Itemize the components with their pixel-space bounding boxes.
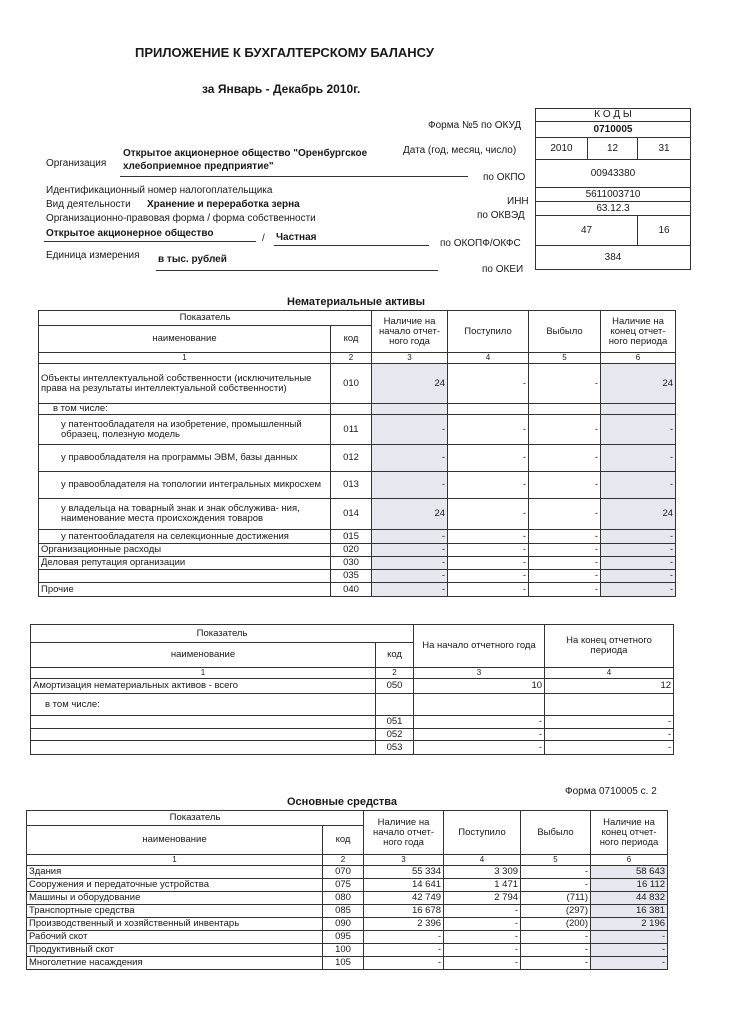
- end-value: -: [601, 557, 676, 570]
- table-row: [27, 879, 668, 892]
- end-value: 44 832: [591, 892, 668, 905]
- in-value: -: [448, 445, 529, 472]
- table-row: [39, 404, 676, 415]
- out-value: -: [521, 931, 591, 944]
- report-period: за Январь - Декабрь 2010г.: [202, 82, 361, 96]
- col-num: 6: [601, 353, 676, 364]
- inn-value: 5611003710: [536, 188, 691, 202]
- out-value: -: [529, 544, 601, 557]
- in-value: -: [448, 544, 529, 557]
- row-code: 100: [323, 944, 364, 957]
- start-value: -: [372, 530, 448, 544]
- h-start: Наличие на начало отчет-ного года: [372, 311, 448, 353]
- col-num: 2: [331, 353, 372, 364]
- row-code: 014: [331, 499, 372, 530]
- in-value: 3 309: [444, 866, 521, 879]
- out-value: -: [529, 445, 601, 472]
- row-name: в том числе:: [31, 694, 376, 716]
- h-start: На начало отчетного года: [414, 625, 545, 668]
- in-value: 2 794: [444, 892, 521, 905]
- date-month: 12: [588, 138, 638, 160]
- row-code: 090: [323, 918, 364, 931]
- table-row: [39, 364, 676, 404]
- in-value: -: [448, 364, 529, 404]
- start-value: -: [414, 729, 545, 741]
- in-value: -: [448, 499, 529, 530]
- col-num: 2: [323, 855, 364, 866]
- table-row: [39, 415, 676, 445]
- end-value: -: [601, 544, 676, 557]
- table-row: [27, 866, 668, 879]
- start-value: 42 749: [364, 892, 444, 905]
- end-value: -: [545, 716, 674, 729]
- end-value: -: [545, 741, 674, 755]
- okved-value: 63.12.3: [536, 202, 691, 216]
- in-value: -: [448, 570, 529, 583]
- out-value: (711): [521, 892, 591, 905]
- row-name: Транспортные средства: [27, 905, 323, 918]
- codes-table: [535, 108, 691, 270]
- col-num: 4: [448, 353, 529, 364]
- okei-value: 384: [536, 246, 691, 270]
- okopf-value: 47: [536, 216, 638, 246]
- in-value: -: [444, 905, 521, 918]
- table-row: [39, 530, 676, 544]
- row-code: 105: [323, 957, 364, 970]
- table-row: [39, 445, 676, 472]
- row-name: Объекты интеллектуальной собственности (исключительные права на результаты интеллектуальной собственности): [39, 364, 331, 404]
- start-value: 24: [372, 364, 448, 404]
- end-value: -: [601, 445, 676, 472]
- start-value: -: [364, 957, 444, 970]
- org-underline: [120, 176, 468, 177]
- out-value: -: [529, 415, 601, 445]
- start-value: -: [372, 415, 448, 445]
- h-in: Поступило: [448, 311, 529, 353]
- row-name: у правообладателя на программы ЭВМ, базы данных: [39, 445, 331, 472]
- row-name: [31, 741, 376, 755]
- row-code: 020: [331, 544, 372, 557]
- out-value: -: [529, 583, 601, 597]
- table-row: [39, 544, 676, 557]
- legal-form-label: Организационно-правовая форма / форма собственности: [46, 213, 316, 224]
- out-value: (200): [521, 918, 591, 931]
- col-num: 1: [31, 668, 376, 679]
- row-name: Машины и оборудование: [27, 892, 323, 905]
- start-value: -: [414, 716, 545, 729]
- start-value: 16 678: [364, 905, 444, 918]
- start-value: 14 641: [364, 879, 444, 892]
- start-value: -: [372, 557, 448, 570]
- col-num: 2: [376, 668, 414, 679]
- start-value: -: [372, 472, 448, 499]
- h-code: код: [376, 643, 414, 668]
- row-code: 015: [331, 530, 372, 544]
- end-value: 16 381: [591, 905, 668, 918]
- row-code: 035: [331, 570, 372, 583]
- start-value: -: [372, 445, 448, 472]
- start-value: 55 334: [364, 866, 444, 879]
- in-value: [448, 404, 529, 415]
- row-code: 011: [331, 415, 372, 445]
- out-value: -: [529, 557, 601, 570]
- end-value: -: [601, 415, 676, 445]
- table-row: [39, 499, 676, 530]
- row-code: 050: [376, 679, 414, 694]
- h-out: Выбыло: [521, 811, 591, 855]
- start-value: -: [372, 570, 448, 583]
- ownership-value: Частная: [276, 232, 317, 243]
- col-num: 5: [529, 353, 601, 364]
- out-value: -: [529, 364, 601, 404]
- h-code: код: [331, 326, 372, 353]
- out-value: -: [529, 530, 601, 544]
- okud-value: 0710005: [536, 122, 691, 138]
- end-value: -: [591, 957, 668, 970]
- row-code: [376, 694, 414, 716]
- okved-label: по ОКВЭД: [477, 210, 525, 221]
- row-name: Прочие: [39, 583, 331, 597]
- end-value: -: [601, 570, 676, 583]
- out-value: -: [529, 570, 601, 583]
- in-value: -: [444, 918, 521, 931]
- table-row: [27, 918, 668, 931]
- end-value: 58 643: [591, 866, 668, 879]
- row-name: Сооружения и передаточные устройства: [27, 879, 323, 892]
- okopf-label: по ОКОПФ/ОКФС: [440, 238, 521, 249]
- row-code: 051: [376, 716, 414, 729]
- row-name: Производственный и хозяйственный инвентарь: [27, 918, 323, 931]
- col-num: 1: [27, 855, 323, 866]
- table-row: [31, 729, 674, 741]
- unit-value: в тыс. рублей: [158, 254, 227, 265]
- row-name: у патентообладателя на селекционные достижения: [39, 530, 331, 544]
- out-value: -: [521, 866, 591, 879]
- out-value: [529, 404, 601, 415]
- h-indicator: Показатель: [27, 811, 364, 826]
- date-year: 2010: [536, 138, 588, 160]
- h-indicator: Показатель: [31, 625, 414, 643]
- row-name: Деловая репутация организации: [39, 557, 331, 570]
- table-row: [39, 472, 676, 499]
- row-name: у правообладателя на топологии интегральных микросхем: [39, 472, 331, 499]
- row-name: у владельца на товарный знак и знак обслужива- ния, наименование места происхождения товаров: [39, 499, 331, 530]
- start-value: -: [364, 931, 444, 944]
- intangible-title: Нематериальные активы: [287, 296, 426, 308]
- end-value: 2 196: [591, 918, 668, 931]
- row-code: 070: [323, 866, 364, 879]
- ownership-underline: [274, 245, 429, 246]
- end-value: -: [591, 931, 668, 944]
- out-value: -: [529, 499, 601, 530]
- row-name: Организационные расходы: [39, 544, 331, 557]
- h-name: наименование: [39, 326, 331, 353]
- out-value: -: [521, 957, 591, 970]
- start-value: 24: [372, 499, 448, 530]
- activity-label: Вид деятельности: [46, 199, 131, 210]
- end-value: -: [591, 944, 668, 957]
- row-name: [31, 716, 376, 729]
- table-row: [39, 570, 676, 583]
- date-day: 31: [638, 138, 691, 160]
- form-slash: /: [262, 233, 265, 244]
- h-end: На конец отчетного периода: [545, 625, 674, 668]
- start-value: [372, 404, 448, 415]
- col-num: 6: [591, 855, 668, 866]
- row-name: Продуктивный скот: [27, 944, 323, 957]
- okud-label: Форма №5 по ОКУД: [428, 120, 522, 131]
- h-name: наименование: [27, 826, 323, 855]
- end-value: 16 112: [591, 879, 668, 892]
- table-row: [31, 716, 674, 729]
- in-value: -: [444, 944, 521, 957]
- org-name-line1: Открытое акционерное общество "Оренбургское: [123, 148, 368, 159]
- table-row: [31, 741, 674, 755]
- end-value: 24: [601, 364, 676, 404]
- row-code: 085: [323, 905, 364, 918]
- h-start: Наличие на начало отчет-ного года: [364, 811, 444, 855]
- row-code: 010: [331, 364, 372, 404]
- row-name: Амортизация нематериальных активов - всего: [31, 679, 376, 694]
- row-name: [39, 570, 331, 583]
- out-value: -: [521, 879, 591, 892]
- col-num: 3: [414, 668, 545, 679]
- table-row: [31, 694, 674, 716]
- start-value: -: [372, 583, 448, 597]
- legal-form-value: Открытое акционерное общество: [46, 228, 214, 239]
- page-note: Форма 0710005 с. 2: [565, 786, 657, 797]
- legal-form-underline: [44, 241, 256, 242]
- in-value: -: [448, 557, 529, 570]
- org-name-line2: хлебоприемное предприятие": [123, 161, 274, 172]
- okfs-value: 16: [638, 216, 691, 246]
- activity-value: Хранение и переработка зерна: [147, 199, 300, 210]
- start-value: 2 396: [364, 918, 444, 931]
- end-value: -: [601, 472, 676, 499]
- end-value: -: [601, 530, 676, 544]
- start-value: -: [414, 741, 545, 755]
- document-title: ПРИЛОЖЕНИЕ К БУХГАЛТЕРСКОМУ БАЛАНСУ: [135, 45, 434, 60]
- org-label: Организация: [46, 158, 107, 169]
- table-row: [31, 679, 674, 694]
- end-value: -: [601, 583, 676, 597]
- table-row: [27, 944, 668, 957]
- unit-label: Единица измерения: [46, 250, 140, 261]
- end-value: [545, 694, 674, 716]
- inn-label: ИНН: [507, 196, 529, 207]
- end-value: [601, 404, 676, 415]
- table-row: [39, 557, 676, 570]
- row-code: 012: [331, 445, 372, 472]
- end-value: -: [545, 729, 674, 741]
- row-code: 095: [323, 931, 364, 944]
- table-row: [27, 905, 668, 918]
- row-code: 030: [331, 557, 372, 570]
- h-end: Наличие на конец отчет-ного периода: [591, 811, 668, 855]
- h-in: Поступило: [444, 811, 521, 855]
- start-value: -: [372, 544, 448, 557]
- codes-header: К О Д Ы: [536, 109, 691, 122]
- row-code: [331, 404, 372, 415]
- col-num: 4: [444, 855, 521, 866]
- unit-underline: [156, 270, 438, 271]
- row-code: 053: [376, 741, 414, 755]
- h-indicator: Показатель: [39, 311, 372, 326]
- date-label: Дата (год, месяц, число): [403, 145, 517, 156]
- fixed-title: Основные средства: [287, 796, 398, 808]
- row-name: у патентообладателя на изобретение, промышленный образец, полезную модель: [39, 415, 331, 445]
- out-value: -: [529, 472, 601, 499]
- row-name: Многолетние насаждения: [27, 957, 323, 970]
- okei-label: по ОКЕИ: [482, 264, 524, 275]
- row-code: 080: [323, 892, 364, 905]
- start-value: 10: [414, 679, 545, 694]
- row-name: Рабочий скот: [27, 931, 323, 944]
- end-value: 12: [545, 679, 674, 694]
- okpo-value: 00943380: [536, 160, 691, 188]
- h-code: код: [323, 826, 364, 855]
- row-code: 040: [331, 583, 372, 597]
- in-value: -: [448, 472, 529, 499]
- col-num: 1: [39, 353, 331, 364]
- table-row: [27, 957, 668, 970]
- in-value: -: [444, 931, 521, 944]
- out-value: (297): [521, 905, 591, 918]
- fixed-assets-table: [26, 810, 668, 970]
- col-num: 3: [364, 855, 444, 866]
- col-num: 5: [521, 855, 591, 866]
- h-name: наименование: [31, 643, 376, 668]
- col-num: 3: [372, 353, 448, 364]
- in-value: -: [444, 957, 521, 970]
- in-value: -: [448, 415, 529, 445]
- row-name: [31, 729, 376, 741]
- okpo-label: по ОКПО: [483, 172, 526, 183]
- end-value: 24: [601, 499, 676, 530]
- in-value: 1 471: [444, 879, 521, 892]
- row-code: 013: [331, 472, 372, 499]
- row-name: в том числе:: [39, 404, 331, 415]
- row-code: 052: [376, 729, 414, 741]
- h-end: Наличие на конец отчет-ного периода: [601, 311, 676, 353]
- row-code: 075: [323, 879, 364, 892]
- out-value: -: [521, 944, 591, 957]
- in-value: -: [448, 530, 529, 544]
- table-row: [39, 583, 676, 597]
- inn-text: Идентификационный номер налогоплательщика: [46, 185, 273, 196]
- in-value: -: [448, 583, 529, 597]
- start-value: -: [364, 944, 444, 957]
- h-out: Выбыло: [529, 311, 601, 353]
- row-name: Здания: [27, 866, 323, 879]
- table-row: [27, 931, 668, 944]
- start-value: [414, 694, 545, 716]
- col-num: 4: [545, 668, 674, 679]
- table-row: [27, 892, 668, 905]
- amortization-table: [30, 624, 674, 755]
- intangible-table: [38, 310, 676, 597]
